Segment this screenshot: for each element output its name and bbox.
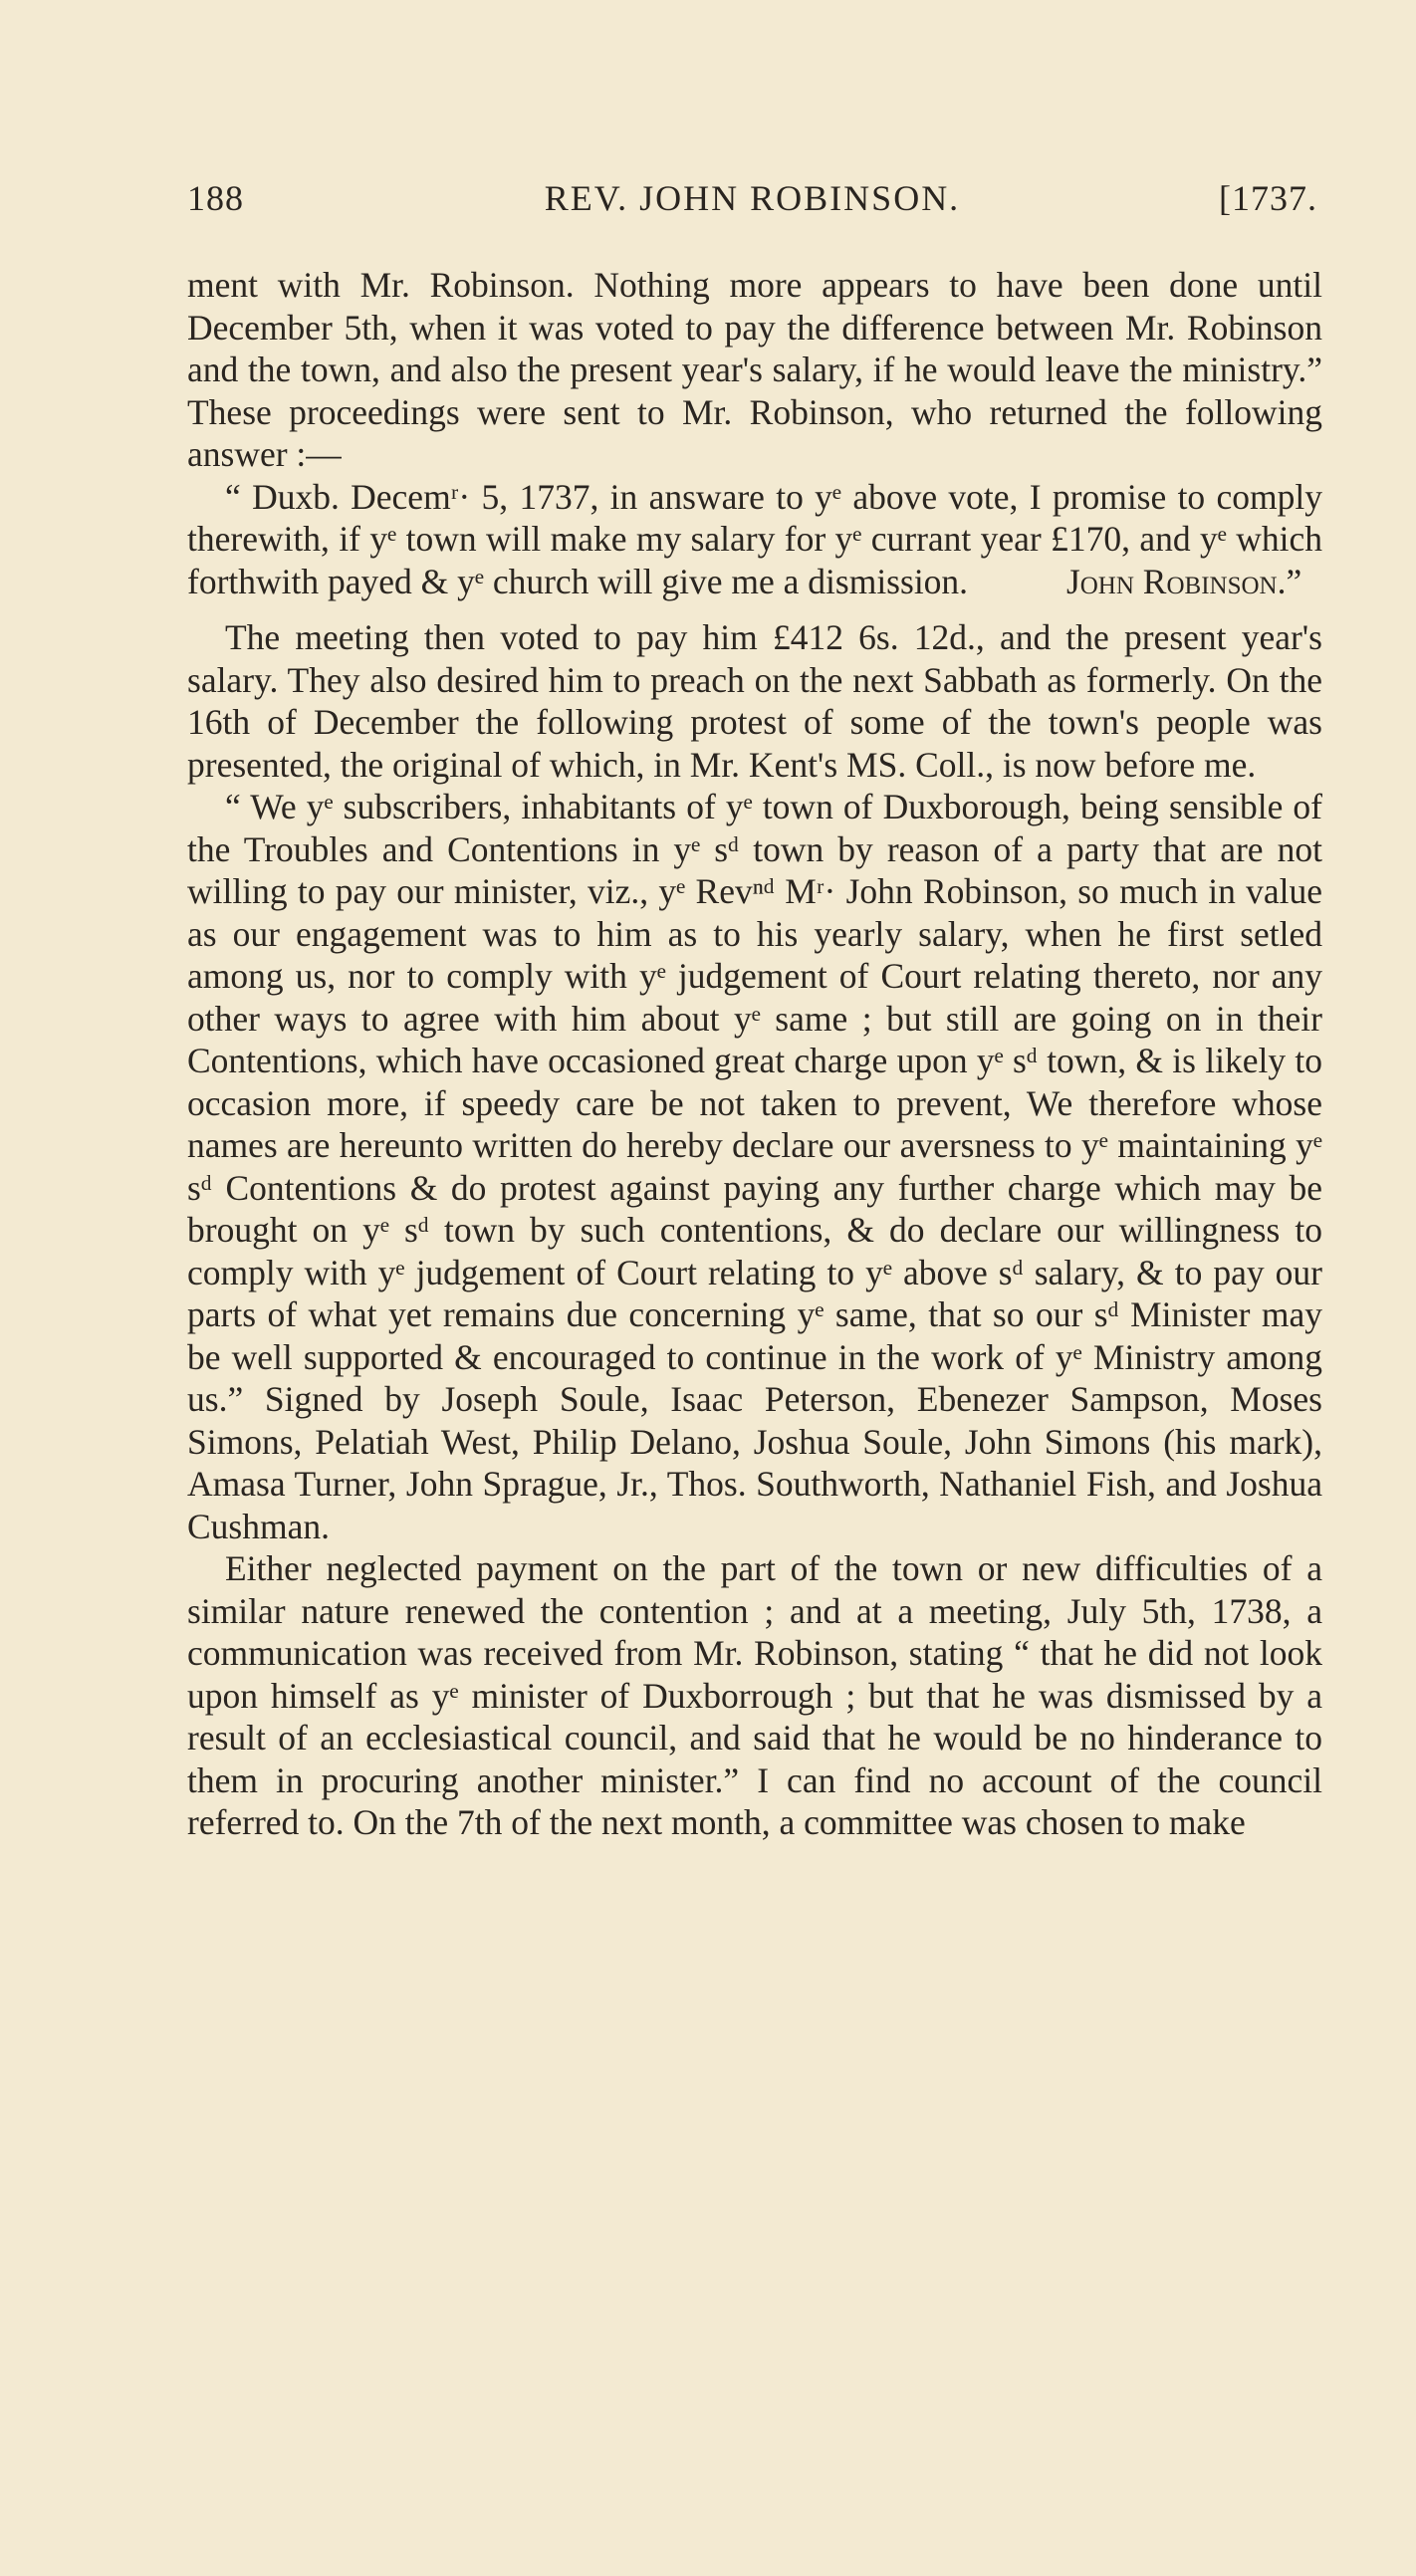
paragraph-continuation: ment with Mr. Robinson. Nothing more appears to have been done until December 5th, when it was voted to pay the difference between Mr. Robinson and the town, and also the present year's salary, if he would leave the ministry.” These proceedings were sent to Mr. Robinson, who returned the following answer :— <box>187 265 1322 474</box>
paragraph-meeting: The meeting then voted to pay him £412 6s. 12d., and the present year's salary. They also desired him to preach on the next Sabbath as formerly. On the 16th of December the following protest of some of the town's people was presented, the original of which, in Mr. Kent's MS. Coll., is now before me. <box>187 617 1322 785</box>
paragraph-contention: Either neglected payment on the part of the town or new difficulties of a similar nature renewed the contention ; and at a meeting, July 5th, 1738, a communication was received from Mr. Robinson, stating “ that he did not look upon himself as yᵉ minister of Duxborrough ; but that he was dismissed by a result of an ecclesiastical council, and said that he would be no hinderance to them in procuring another minister.” I can find no account of the council referred to. On the 7th of the next month, a committee was chosen to make <box>187 1548 1322 1842</box>
running-title: REV. JOHN ROBINSON. <box>544 178 961 218</box>
running-header <box>187 177 1317 227</box>
header-year: [1737. <box>1219 178 1317 218</box>
letter-signature: John Robinson.” <box>1065 561 1302 601</box>
letter-text: “ Duxb. Decemʳ· 5, 1737, in answare to yᵉ above vote, I promise to comply therewith, if yᵉ town will make my salary for yᵉ currant year £170, and yᵉ which forthwith payed & yᵉ church will give me a dismission. <box>187 476 1322 601</box>
protest-quote: “ We yᵉ subscribers, inhabitants of yᵉ town of Duxborough, being sensible of the Troubles and Contentions in yᵉ sᵈ town by reason of a party that are not willing to pay our minister, viz., yᵉ Revⁿᵈ Mʳ· John Robinson, so much in value as our engagement was to him as to his yearly salary, when he first setled among us, nor to comply with yᵉ judgement of Court relating thereto, nor any other ways to agree with him about yᵉ same ; but still are going on in their Contentions, which have occasioned great charge upon yᵉ sᵈ town, & is likely to occasion more, if speedy care be not taken to prevent, We therefore whose names are hereunto written do hereby declare our aversness to yᵉ maintaining yᵉ sᵈ Contentions & do protest against paying any further charge which may be brought on yᵉ sᵈ town by such contentions, & do declare our willingness to comply with yᵉ judgement of Court relating to yᵉ above sᵈ salary, & to pay our parts of what yet remains due concerning yᵉ same, that so our sᵈ Minister may be well supported & encouraged to continue in the work of yᵉ Ministry among us.” Signed by Joseph Soule, Isaac Peterson, Ebenezer Sampson, Moses Simons, Pelatiah West, Philip Delano, Joshua Soule, John Simons (his mark), Amasa Turner, John Sprague, Jr., Thos. Southworth, Nathaniel Fish, and Joshua Cushman. <box>187 787 1322 1546</box>
page-number: 188 <box>187 178 244 218</box>
letter-quote <box>187 476 1322 603</box>
page-body <box>187 264 1322 1844</box>
